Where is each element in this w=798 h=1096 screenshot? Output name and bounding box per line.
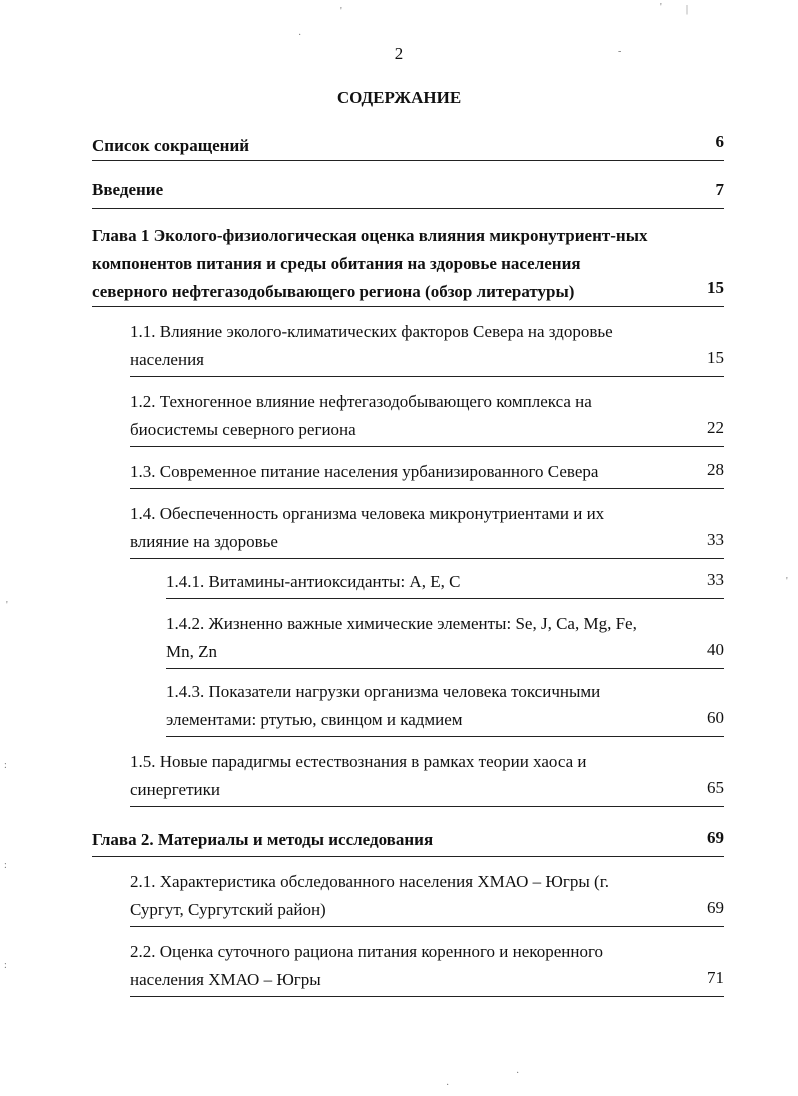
toc-entry-title: 1.3. Современное питание населения урбанизированного Севера — [130, 462, 599, 481]
toc-entry-title: 1.1. Влияние эколого-климатических факторов Севера на здоровье населения — [130, 322, 613, 369]
toc-entry[interactable] — [166, 678, 724, 737]
toc-entry-page: 22 — [707, 418, 724, 437]
scan-speck: : — [4, 760, 7, 771]
toc-entry-page: 15 — [707, 278, 724, 297]
toc-entry-title: 1.4.3. Показатели нагрузки организма человека токсичными элементами: ртутью, свинцом и кадмием — [166, 682, 601, 729]
toc-entry[interactable] — [130, 938, 724, 997]
toc-entry-page: 40 — [707, 640, 724, 659]
toc-heading: СОДЕРЖАНИЕ — [336, 88, 462, 107]
page-number: 2 — [394, 44, 404, 63]
toc-entry-title: 2.2. Оценка суточного рациона питания коренного и некоренного населения ХМАО – Югры — [130, 942, 603, 989]
toc-entry[interactable] — [166, 568, 724, 599]
toc-entry-page: 28 — [707, 460, 724, 479]
toc-entry-page: 69 — [707, 898, 724, 917]
toc-entry-page: 71 — [707, 968, 724, 987]
toc-entry-chapter-1[interactable] — [92, 222, 724, 307]
toc-entry-page: 33 — [707, 530, 724, 549]
scan-speck: : — [4, 960, 7, 971]
toc-entry[interactable] — [130, 748, 724, 807]
toc-entry-title: Список сокращений — [92, 136, 250, 155]
toc-entry-title: Глава 2. Материалы и методы исследования — [92, 830, 434, 849]
toc-entry-title: 2.1. Характеристика обследованного населения ХМАО – Югры (г. Сургут, Сургутский район) — [130, 872, 610, 919]
scan-speck: ' — [340, 6, 342, 17]
scan-speck: ' — [660, 2, 662, 13]
toc-entry[interactable] — [130, 500, 724, 559]
scan-speck: · — [446, 1080, 450, 1091]
toc-entry-title: 1.4. Обеспеченность организма человека микронутриентами и их влияние на здоровье — [130, 504, 605, 551]
toc-entry[interactable] — [92, 132, 724, 161]
toc-entry-page: 15 — [707, 348, 724, 367]
toc-entry-title: 1.2. Техногенное влияние нефтегазодобывающего комплекса на биосистемы северного региона — [130, 392, 592, 439]
toc-entry-page: 33 — [707, 570, 724, 589]
scan-speck: | — [686, 4, 689, 15]
scan-speck: · — [516, 1068, 520, 1079]
toc-entry-title: Введение — [92, 180, 164, 199]
toc-entry-page: 6 — [715, 132, 724, 151]
toc-entry-page: 65 — [707, 778, 724, 797]
scan-speck: · — [298, 30, 302, 41]
toc-entry[interactable] — [166, 610, 724, 669]
toc-entry-page: 69 — [707, 828, 724, 847]
toc-entry[interactable] — [130, 868, 724, 927]
toc-entry-page: 60 — [707, 708, 724, 727]
toc-entry[interactable] — [130, 458, 724, 489]
scan-speck: ' — [786, 576, 788, 587]
toc-entry-title: Глава 1 Эколого-физиологическая оценка влияния микронутриент-ных компонентов питания и среды обитания на здоровье населения северного нефтегазодобывающего региона (обзор литературы) — [92, 226, 648, 301]
toc-entry-chapter-2[interactable] — [92, 826, 724, 857]
toc-entry-title: 1.5. Новые парадигмы естествознания в рамках теории хаоса и синергетики — [130, 752, 587, 799]
toc-entry[interactable] — [130, 388, 724, 447]
scan-speck: : — [4, 860, 7, 871]
toc-entry[interactable] — [130, 318, 724, 377]
toc-entry-title: 1.4.1. Витамины-антиоксиданты: А, Е, С — [166, 572, 461, 591]
toc-entry-title: 1.4.2. Жизненно важные химические элементы: Se, J, Ca, Mg, Fe, Mn, Zn — [166, 614, 637, 661]
scan-speck: - — [618, 46, 622, 57]
scan-speck: ' — [6, 600, 8, 611]
toc-entry-page: 7 — [715, 180, 724, 199]
toc-entry[interactable] — [92, 176, 724, 209]
